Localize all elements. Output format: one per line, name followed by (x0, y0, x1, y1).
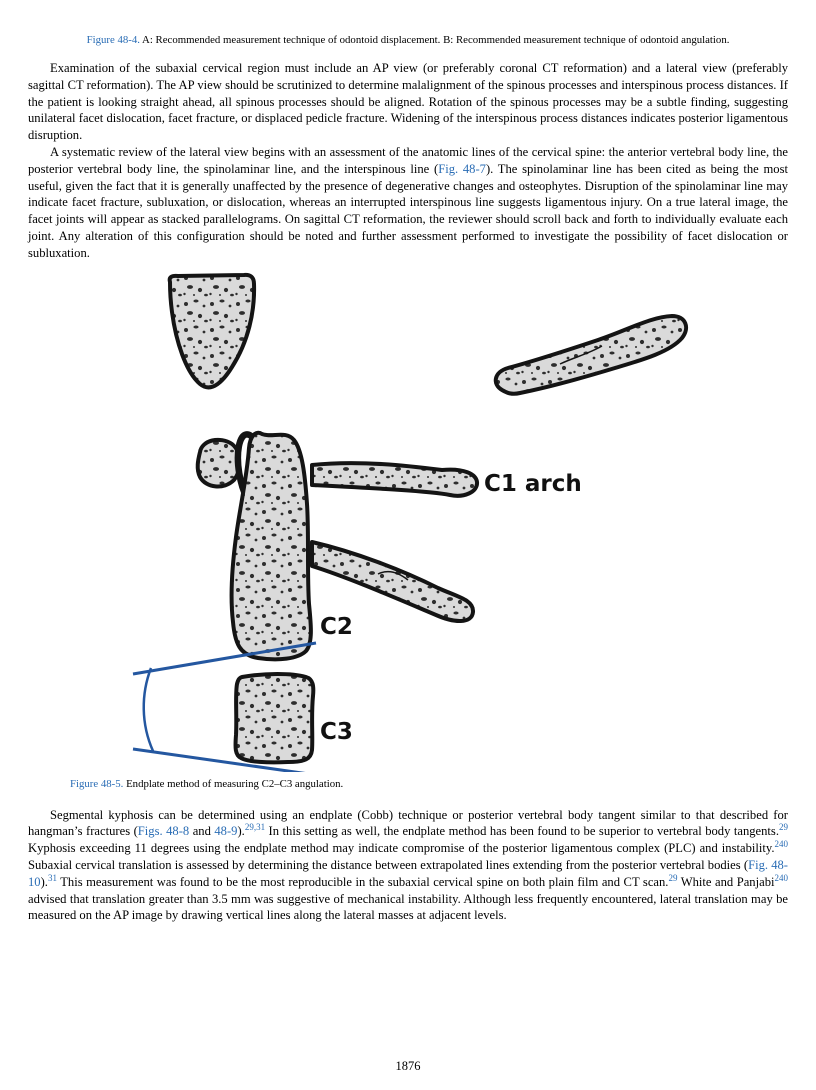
c2-spinous-process-bone (312, 542, 473, 621)
figure-link[interactable]: Fig. 48-7 (438, 161, 486, 176)
text-run: Endplate method of measuring C2–C3 angulation. (123, 777, 344, 790)
posterior-arch-fragment-bone (496, 316, 686, 394)
figure-48-4-caption (0, 34, 816, 47)
page-number: 1876 (395, 1059, 421, 1073)
paragraph-2 (28, 144, 788, 262)
text-run: Subaxial cervical translation is assessed by determining the distance between extrapolated lines extending from the posterior vertebral bodies ( (28, 857, 749, 872)
text-run: ). (40, 874, 48, 889)
text-run: White and Panjabi (677, 874, 775, 889)
text-run: Segmental kyphosis can be determined using an endplate (Cobb) technique or posterior vertebral body tangent similar to that described for hangman’s fractures ( (28, 807, 788, 839)
c1-arch-bone (312, 463, 477, 496)
label-c1-arch: C1 arch (484, 470, 582, 497)
spine-illustration (130, 272, 690, 772)
occiput-bone (170, 274, 254, 386)
text-run: A systematic review of the lateral view begins with an assessment of the anatomic lines of the cervical spine: the anterior vertebral body line, the posterior vertebral body line, the spinolaminar line, and the interspinous line ( (28, 144, 788, 176)
figure-48-5 (28, 272, 788, 774)
figure-link[interactable]: 48-9 (214, 824, 238, 839)
figure-link[interactable]: Fig. 48-10 (28, 857, 789, 889)
label-c2: C2 (320, 613, 353, 640)
reference-link[interactable]: 29 (668, 872, 678, 883)
text-run: ). The spinolaminar line has been cited as being the most useful, given the fact that it is generally unaffected by the presence of degenerative changes and osteophytes. Disruption of the spinolaminar line may indicate facet fracture, subluxation, or dislocation, whereas an interrupted interspinous line suggests ligamentous injury. On a true lateral image, the facet joints will appear as stacked parallelograms. On sagittal CT reformation, the reviewer should scroll back and forth to individually evaluate each joint. Any alteration of this configuration should be noted and further assessment performed to investigate the possibility of facet dislocation or subluxation. (28, 161, 788, 260)
reference-link[interactable]: 29,31 (244, 822, 266, 833)
figure-link[interactable]: Figure 48-4. (86, 34, 140, 46)
text-run: This measurement was found to be the most reproducible in the subaxial cervical spine on both plain film and CT scan. (56, 874, 669, 889)
text-run: A: Recommended measurement technique of odontoid displacement. B: Recommended measurement technique of odontoid angulation. (139, 34, 730, 46)
angle-arc (144, 668, 153, 751)
reference-link[interactable]: 31 (47, 872, 57, 883)
c3-body-bone (236, 674, 314, 762)
text-run: Examination of the subaxial cervical region must include an AP view (or preferably coronal CT reformation) and a lateral view (preferably sagittal CT reformation). The AP view should be scrutinized to determine malalignment of the spinous processes and interspinous process distances. If the patient is looking straight ahead, all spinous processes should be aligned. Rotation of the spinous processes may be a subtle finding, suggesting unilateral facet dislocation, facet fracture, or displaced pedicle fracture. Widening of the interspinous process distances indicates posterior ligamentous disruption. (28, 61, 788, 143)
reference-link[interactable]: 240 (774, 872, 788, 883)
figure-48-5-caption (70, 778, 788, 791)
paragraph-3 (28, 807, 788, 925)
anterior-tubercle-bone (198, 439, 240, 486)
label-c3: C3 (320, 718, 353, 745)
figure-link[interactable]: Figure 48-5. (70, 777, 124, 790)
reference-link[interactable]: 29 (779, 822, 788, 833)
figure-link[interactable]: Figs. 48-8 (137, 824, 190, 839)
text-run: and (189, 824, 215, 839)
text-run: In this setting as well, the endplate method has been found to be superior to vertebral body tangents. (265, 824, 779, 839)
paragraph-1 (28, 60, 788, 144)
text-run: ). (237, 824, 245, 839)
page-content (28, 60, 788, 924)
document-page (0, 34, 816, 1090)
text-run: Kyphosis exceeding 11 degrees using the endplate method may indicate compromise of the posterior ligamentous complex (PLC) and instability. (28, 841, 775, 856)
text-run: advised that translation greater than 3.5 mm was suggestive of mechanical instability. Although less frequently encountered, lateral translation may be measured on the AP image by drawing vertical lines along the lateral masses at adjacent levels. (28, 891, 788, 923)
reference-link[interactable]: 240 (774, 838, 788, 849)
